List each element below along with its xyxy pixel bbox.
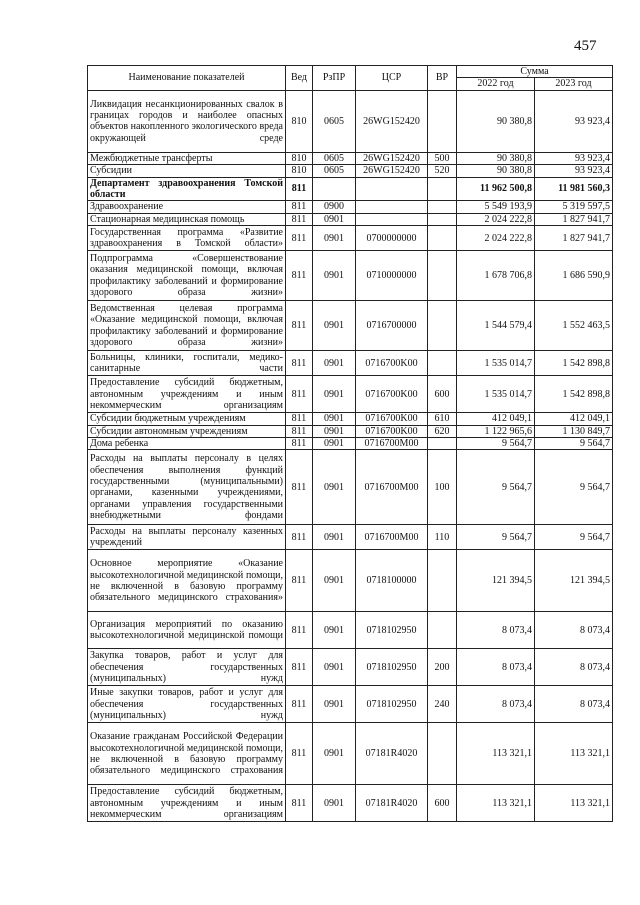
row-sum-2022: 1 544 579,4: [457, 301, 535, 351]
row-sum-2022: 1 122 965,6: [457, 425, 535, 437]
row-sum-2023: 1 686 590,9: [535, 251, 613, 301]
row-sum-2023: 93 923,4: [535, 165, 613, 177]
row-vr: 240: [428, 686, 457, 723]
row-sum-2023: 8 073,4: [535, 649, 613, 686]
row-sum-2023: 9 564,7: [535, 450, 613, 525]
row-vr: [428, 550, 457, 612]
row-vr: 620: [428, 425, 457, 437]
row-ved: 811: [286, 351, 313, 376]
row-name: Стационарная медицинская помощь: [88, 213, 286, 225]
row-rzpr: [313, 177, 356, 201]
row-rzpr: 0605: [313, 90, 356, 152]
row-sum-2022: 412 049,1: [457, 413, 535, 425]
row-rzpr: 0900: [313, 201, 356, 213]
table-row: [88, 351, 613, 376]
row-rzpr: 0901: [313, 612, 356, 649]
header-year-2023: 2023 год: [535, 78, 613, 90]
table-row: [88, 649, 613, 686]
table-row: [88, 226, 613, 251]
row-csr: 26WG152420: [356, 152, 428, 164]
row-ved: 811: [286, 177, 313, 201]
row-name: Ликвидация несанкционированных свалок в границах городов и наиболее опасных объектов накопленного экологического вреда окружающей среде: [88, 90, 286, 152]
table-row: [88, 213, 613, 225]
row-sum-2022: 2 024 222,8: [457, 213, 535, 225]
row-csr: 07181R4020: [356, 723, 428, 785]
row-rzpr: 0901: [313, 251, 356, 301]
header-sum: Сумма: [457, 66, 613, 78]
row-rzpr: 0901: [313, 301, 356, 351]
row-sum-2022: 9 564,7: [457, 450, 535, 525]
row-ved: 811: [286, 785, 313, 822]
row-name: Расходы на выплаты персоналу в целях обеспечения выполнения функций государственными (муниципальными) органами, казенными учреждениями, органами управления государственными внебюджетными фондами: [88, 450, 286, 525]
row-csr: 0718102950: [356, 612, 428, 649]
row-sum-2023: 121 394,5: [535, 550, 613, 612]
row-name: Государственная программа «Развитие здравоохранения в Томской области»: [88, 226, 286, 251]
row-rzpr: 0901: [313, 413, 356, 425]
row-ved: 811: [286, 213, 313, 225]
row-csr: 0716700K00: [356, 425, 428, 437]
row-name: Основное мероприятие «Оказание высокотехнологичной медицинской помощи, не включенной в базовую программу обязательного медицинского страхования»: [88, 550, 286, 612]
row-sum-2023: 1 130 849,7: [535, 425, 613, 437]
row-name: Дома ребенка: [88, 438, 286, 450]
row-rzpr: 0605: [313, 165, 356, 177]
row-ved: 811: [286, 301, 313, 351]
row-name: Подпрограмма «Совершенствование оказания медицинской помощи, включая профилактику заболеваний и формирование здорового образа жизни»: [88, 251, 286, 301]
row-sum-2022: 8 073,4: [457, 649, 535, 686]
row-sum-2023: 1 827 941,7: [535, 226, 613, 251]
row-ved: 810: [286, 152, 313, 164]
row-csr: [356, 201, 428, 213]
row-sum-2022: 8 073,4: [457, 686, 535, 723]
table-row: [88, 550, 613, 612]
row-sum-2022: 9 564,7: [457, 438, 535, 450]
table-row: [88, 723, 613, 785]
row-ved: 811: [286, 425, 313, 437]
row-ved: 811: [286, 612, 313, 649]
row-name: Субсидии бюджетным учреждениям: [88, 413, 286, 425]
row-sum-2023: 8 073,4: [535, 686, 613, 723]
row-csr: 0718102950: [356, 686, 428, 723]
table-row: [88, 612, 613, 649]
budget-table: [87, 65, 613, 822]
row-sum-2023: 93 923,4: [535, 90, 613, 152]
row-ved: 811: [286, 226, 313, 251]
row-csr: 0718102950: [356, 649, 428, 686]
row-name: Оказание гражданам Российской Федерации высокотехнологичной медицинской помощи, не включенной в базовую программу обязательного медицинского страхования: [88, 723, 286, 785]
row-sum-2023: 113 321,1: [535, 723, 613, 785]
row-sum-2022: 1 678 706,8: [457, 251, 535, 301]
row-vr: [428, 90, 457, 152]
row-name: Расходы на выплаты персоналу казенных учреждений: [88, 525, 286, 550]
row-name: Организация мероприятий по оказанию высокотехнологичной медицинской помощи: [88, 612, 286, 649]
row-sum-2023: 11 981 560,3: [535, 177, 613, 201]
row-csr: 26WG152420: [356, 165, 428, 177]
row-ved: 811: [286, 723, 313, 785]
row-rzpr: 0901: [313, 226, 356, 251]
row-name: Ведомственная целевая программа «Оказание медицинской помощи, включая профилактику заболеваний и формирование здорового образа жизни»: [88, 301, 286, 351]
row-csr: 0716700M00: [356, 438, 428, 450]
row-sum-2022: 113 321,1: [457, 785, 535, 822]
row-csr: 0716700M00: [356, 450, 428, 525]
row-ved: 811: [286, 413, 313, 425]
row-name: Субсидии автономным учреждениям: [88, 425, 286, 437]
row-vr: 200: [428, 649, 457, 686]
row-sum-2023: 93 923,4: [535, 152, 613, 164]
row-csr: 07181R4020: [356, 785, 428, 822]
row-vr: 600: [428, 785, 457, 822]
row-csr: [356, 177, 428, 201]
row-name: Предоставление субсидий бюджетным, автономным учреждениям и иным некоммерческим организациям: [88, 376, 286, 413]
header-rzpr: РзПР: [313, 66, 356, 91]
row-ved: 811: [286, 438, 313, 450]
table-row: [88, 152, 613, 164]
table-row: [88, 785, 613, 822]
row-vr: [428, 723, 457, 785]
row-csr: 0700000000: [356, 226, 428, 251]
row-csr: 0718100000: [356, 550, 428, 612]
row-sum-2023: 1 552 463,5: [535, 301, 613, 351]
row-name: Субсидии: [88, 165, 286, 177]
page-number: 457: [574, 38, 597, 54]
row-vr: [428, 177, 457, 201]
row-vr: [428, 351, 457, 376]
row-csr: 0716700M00: [356, 525, 428, 550]
row-csr: 0710000000: [356, 251, 428, 301]
row-sum-2022: 8 073,4: [457, 612, 535, 649]
table-row: [88, 376, 613, 413]
row-rzpr: 0901: [313, 525, 356, 550]
header-year-2022: 2022 год: [457, 78, 535, 90]
row-sum-2022: 11 962 500,8: [457, 177, 535, 201]
row-ved: 810: [286, 165, 313, 177]
row-sum-2023: 1 827 941,7: [535, 213, 613, 225]
header-vr: ВР: [428, 66, 457, 91]
row-sum-2022: 1 535 014,7: [457, 376, 535, 413]
row-name: Департамент здравоохранения Томской области: [88, 177, 286, 201]
row-rzpr: 0901: [313, 550, 356, 612]
table-row: [88, 425, 613, 437]
row-sum-2022: 90 380,8: [457, 165, 535, 177]
row-rzpr: 0901: [313, 450, 356, 525]
row-vr: [428, 251, 457, 301]
table-row: [88, 201, 613, 213]
row-sum-2023: 412 049,1: [535, 413, 613, 425]
row-sum-2023: 1 542 898,8: [535, 376, 613, 413]
table-row: [88, 525, 613, 550]
row-ved: 811: [286, 525, 313, 550]
table-row: [88, 686, 613, 723]
row-vr: [428, 226, 457, 251]
row-sum-2023: 113 321,1: [535, 785, 613, 822]
row-ved: 810: [286, 90, 313, 152]
row-vr: 600: [428, 376, 457, 413]
row-ved: 811: [286, 649, 313, 686]
row-sum-2023: 8 073,4: [535, 612, 613, 649]
row-rzpr: 0605: [313, 152, 356, 164]
row-sum-2022: 5 549 193,9: [457, 201, 535, 213]
row-sum-2022: 90 380,8: [457, 90, 535, 152]
row-ved: 811: [286, 201, 313, 213]
row-name: Межбюджетные трансферты: [88, 152, 286, 164]
table-row: [88, 251, 613, 301]
row-sum-2022: 90 380,8: [457, 152, 535, 164]
row-vr: [428, 301, 457, 351]
row-csr: 0716700000: [356, 301, 428, 351]
row-sum-2022: 2 024 222,8: [457, 226, 535, 251]
table-row: [88, 438, 613, 450]
row-ved: 811: [286, 376, 313, 413]
row-rzpr: 0901: [313, 723, 356, 785]
row-csr: 0716700K00: [356, 413, 428, 425]
header-csr: ЦСР: [356, 66, 428, 91]
row-vr: 610: [428, 413, 457, 425]
row-sum-2023: 9 564,7: [535, 438, 613, 450]
table-row: [88, 177, 613, 201]
row-sum-2022: 1 535 014,7: [457, 351, 535, 376]
row-name: Здравоохранение: [88, 201, 286, 213]
row-rzpr: 0901: [313, 351, 356, 376]
row-rzpr: 0901: [313, 438, 356, 450]
row-rzpr: 0901: [313, 213, 356, 225]
row-ved: 811: [286, 251, 313, 301]
header-name: Наименование показателей: [88, 66, 286, 91]
row-vr: [428, 612, 457, 649]
row-ved: 811: [286, 450, 313, 525]
table-row: [88, 90, 613, 152]
row-rzpr: 0901: [313, 649, 356, 686]
row-csr: [356, 213, 428, 225]
row-sum-2022: 113 321,1: [457, 723, 535, 785]
row-rzpr: 0901: [313, 425, 356, 437]
row-sum-2023: 5 319 597,5: [535, 201, 613, 213]
row-sum-2023: 1 542 898,8: [535, 351, 613, 376]
row-vr: [428, 201, 457, 213]
row-vr: 100: [428, 450, 457, 525]
row-vr: 500: [428, 152, 457, 164]
row-rzpr: 0901: [313, 686, 356, 723]
row-ved: 811: [286, 686, 313, 723]
table-row: [88, 450, 613, 525]
row-rzpr: 0901: [313, 376, 356, 413]
row-name: Предоставление субсидий бюджетным, автономным учреждениям и иным некоммерческим организациям: [88, 785, 286, 822]
row-csr: 0716700K00: [356, 351, 428, 376]
row-vr: [428, 438, 457, 450]
row-ved: 811: [286, 550, 313, 612]
row-name: Иные закупки товаров, работ и услуг для обеспечения государственных (муниципальных) нужд: [88, 686, 286, 723]
table-row: [88, 413, 613, 425]
table-header: [88, 66, 613, 91]
table-body: [88, 90, 613, 822]
row-vr: 520: [428, 165, 457, 177]
header-ved: Вед: [286, 66, 313, 91]
table-row: [88, 165, 613, 177]
row-sum-2022: 9 564,7: [457, 525, 535, 550]
row-name: Закупка товаров, работ и услуг для обеспечения государственных (муниципальных) нужд: [88, 649, 286, 686]
row-csr: 26WG152420: [356, 90, 428, 152]
row-vr: [428, 213, 457, 225]
row-rzpr: 0901: [313, 785, 356, 822]
row-name: Больницы, клиники, госпитали, медико-санитарные части: [88, 351, 286, 376]
row-vr: 110: [428, 525, 457, 550]
row-sum-2023: 9 564,7: [535, 525, 613, 550]
row-csr: 0716700K00: [356, 376, 428, 413]
row-sum-2022: 121 394,5: [457, 550, 535, 612]
table-row: [88, 301, 613, 351]
